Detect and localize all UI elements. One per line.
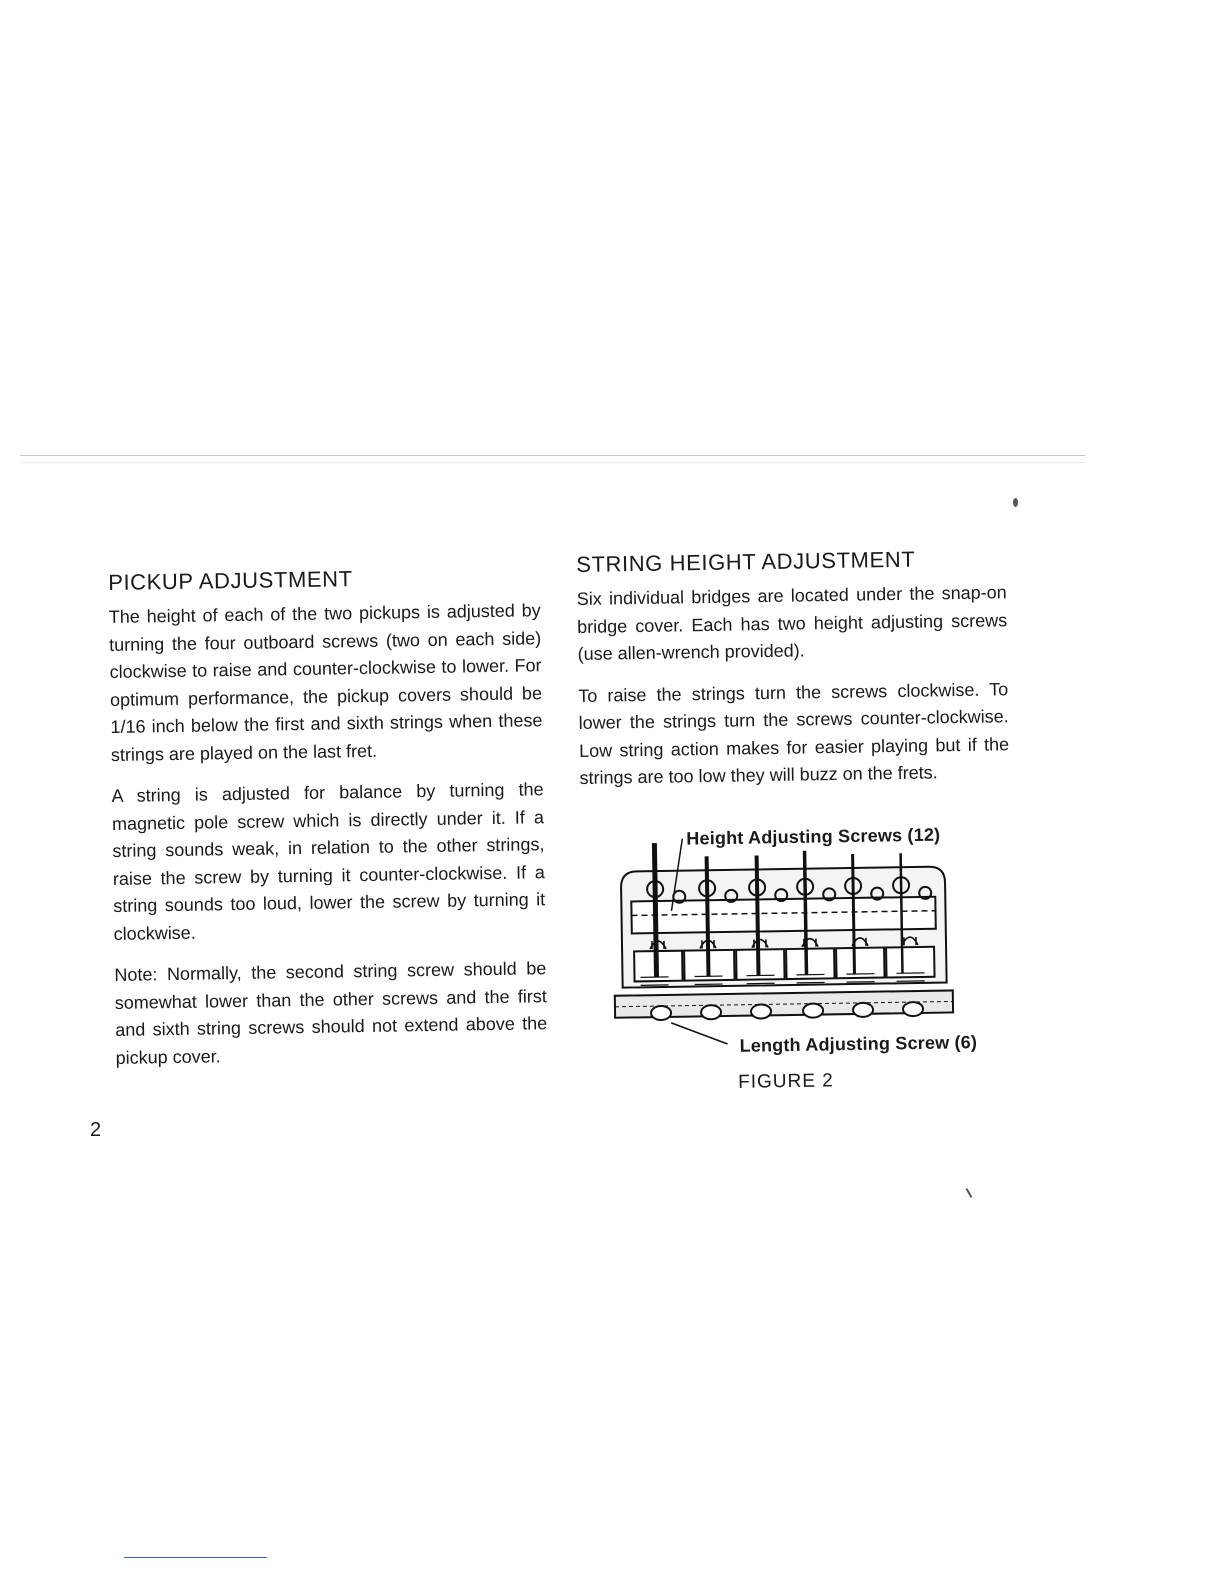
paragraph: The height of each of the two pickups is adjusted by turning the four outboard screws (two on each side) clockwise to raise and counter-clockwise to lower. For optimum performance, the pickup covers should be 1/16 inch below the first and sixth strings when these strings are played on the last fret.: [108, 600, 543, 765]
figure-2: [598, 811, 1023, 1108]
scan-artifact-line: [20, 455, 1085, 463]
paragraph: A string is adjusted for balance by turning the magnetic pole screw which is directly under it. If a string sounds weak, in relation to the other strings, raise the screw by turning it counter-clockwise. If a string sounds too loud, lower the screw by turning it clockwise.: [111, 779, 546, 944]
paragraph: To raise the strings turn the screws clockwise. To lower the strings turn the screws counter-clockwise. Low string action makes for easier playing but if the strings are too low they will buzz on the frets.: [578, 678, 1010, 788]
pickup-adjustment-section: [108, 563, 548, 1086]
section-heading: PICKUP ADJUSTMENT: [108, 566, 353, 595]
scan-speck: [1013, 498, 1018, 507]
page-number: 2: [90, 1119, 102, 1141]
footer-rule: [124, 1557, 267, 1558]
string-height-adjustment-section: [576, 545, 1010, 806]
paragraph: Six individual bridges are located under the snap-on bridge cover. Each has two height adjusting screws (use allen-wrench provided).: [576, 582, 1008, 664]
figure-label-length-screw: Length Adjusting Screw (6): [739, 1032, 978, 1056]
figure-label-height-screws: Height Adjusting Screws (12): [686, 824, 941, 849]
figure-caption: FIGURE 2: [738, 1070, 834, 1093]
note-paragraph: Note: Normally, the second string screw should be somewhat lower than the other screws and the first and sixth string screws should not extend above the pickup cover.: [114, 958, 548, 1068]
section-heading: STRING HEIGHT ADJUSTMENT: [576, 546, 916, 577]
scan-speck: [966, 1188, 973, 1198]
